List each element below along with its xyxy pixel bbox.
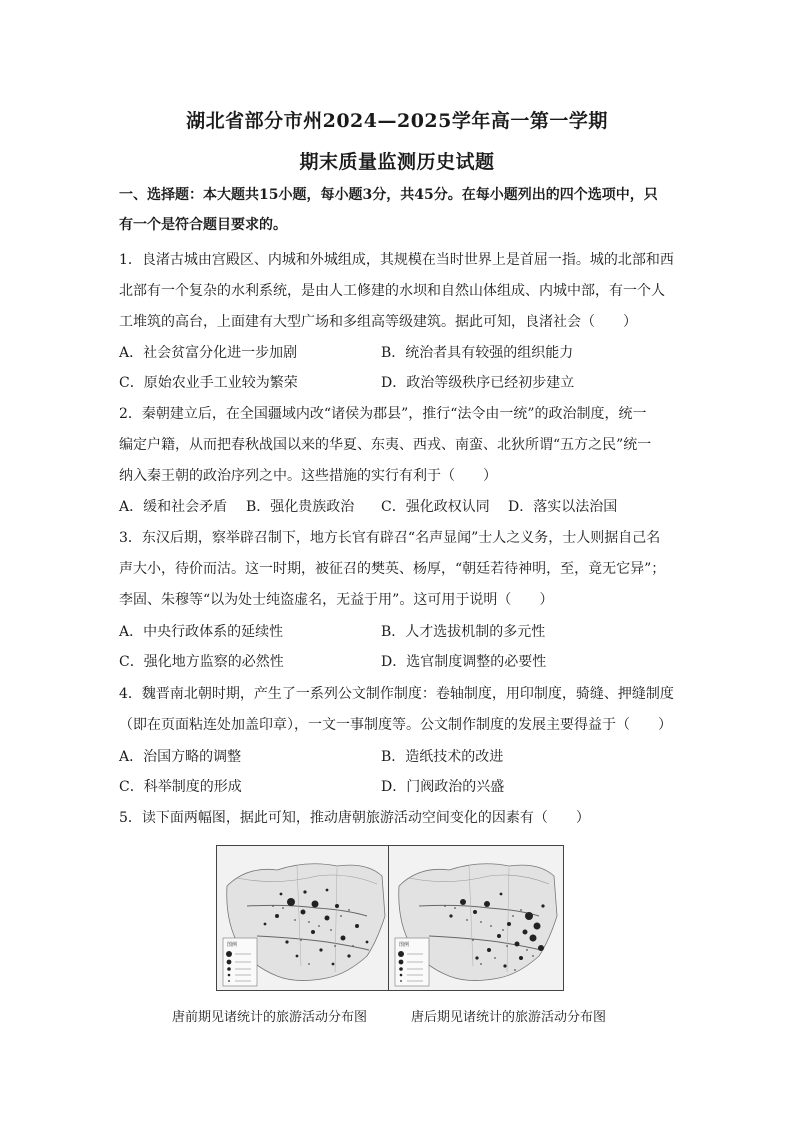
question-4-option-a[interactable]: A．治国方略的调整 — [119, 749, 242, 765]
question-3-option-d[interactable]: D．选官制度调整的必要性 — [381, 654, 547, 670]
question-4-line2: （即在页面粘连处加盖印章），一文一事制度等。公文制作制度的发展主要得益于（ ） — [119, 717, 672, 733]
question-3-option-b[interactable]: B．人才选拔机制的多元性 — [381, 624, 546, 640]
question-2-option-d[interactable]: D．落实以法治国 — [508, 499, 618, 515]
question-1-option-b[interactable]: B．统治者具有较强的组织能力 — [381, 345, 574, 361]
section-heading-line2: 有一个是符合题目要求的。 — [119, 217, 287, 233]
exam-title-line2: 期末质量监测历史试题 — [299, 151, 495, 173]
tang-late-map-caption: 唐后期见诸统计的旅游活动分布图 — [411, 1010, 607, 1025]
question-3-line1: 3．东汉后期，察举辟召制下，地方长官有辟召“名声显闻”士人之义务，士人则据自己名 — [119, 530, 661, 546]
question-2-option-a[interactable]: A．缓和社会矛盾 — [119, 499, 228, 515]
question-2-option-c[interactable]: C．强化政权认同 — [381, 499, 490, 515]
question-3-option-c[interactable]: C．强化地方监察的必然性 — [119, 654, 284, 670]
question-1-line3: 工堆筑的高台，上面建有大型广场和多组高等级建筑。据此可知，良渚社会（ ） — [119, 314, 637, 330]
question-4-option-d[interactable]: D．门阀政治的兴盛 — [381, 779, 505, 795]
tang-early-map-drawing — [217, 846, 391, 990]
tang-late-legend-title: 图例 — [399, 942, 410, 948]
section-heading-line1: 一、选择题：本大题共15小题，每小题3分，共45分。在每小题列出的四个选项中，只 — [119, 187, 658, 203]
tang-late-travel-map — [388, 845, 564, 991]
tang-late-map-drawing — [389, 846, 563, 990]
question-2-line2: 编定户籍，从而把春秋战国以来的华夏、东夷、西戎、南蛮、北狄所谓“五方之民”统一 — [119, 437, 652, 453]
tang-early-travel-map — [216, 845, 392, 991]
question-4-option-c[interactable]: C．科举制度的形成 — [119, 779, 242, 795]
question-2-line1: 2．秦朝建立后，在全国疆域内改“诸侯为郡县”，推行“法令由一统”的政治制度，统一 — [119, 406, 647, 422]
exam-title-line1: 湖北省部分市州2024—2025学年高一第一学期 — [186, 110, 608, 132]
tang-early-map-caption: 唐前期见诸统计的旅游活动分布图 — [172, 1010, 368, 1025]
question-1-line2: 北部有一个复杂的水利系统，是由人工修建的水坝和自然山体组成、内城中部，有一个人 — [119, 283, 665, 299]
question-2-option-b[interactable]: B．强化贵族政治 — [246, 499, 355, 515]
question-1-option-d[interactable]: D．政治等级秩序已经初步建立 — [381, 375, 575, 391]
question-3-option-a[interactable]: A．中央行政体系的延续性 — [119, 624, 284, 640]
tang-early-legend-title: 图例 — [227, 942, 238, 948]
question-1-option-c[interactable]: C．原始农业手工业较为繁荣 — [119, 375, 298, 391]
question-2-line3: 纳入秦王朝的政治序列之中。这些措施的实行有利于（ ） — [119, 468, 497, 484]
question-1-line1: 1．良渚古城由宫殿区、内城和外城组成，其规模在当时世界上是首屈一指。城的北部和西 — [119, 252, 674, 268]
question-3-line2: 声大小，待价而沽。这一时期，被征召的樊英、杨厚，“朝廷若待神明，至，竟无它异”； — [119, 561, 666, 577]
question-4-line1: 4．魏晋南北朝时期，产生了一系列公文制作制度：卷轴制度，用印制度，骑缝、押缝制度 — [119, 686, 674, 702]
question-3-line3: 李固、朱穆等“以为处士纯盗虚名，无益于用”。这可用于说明（ ） — [119, 592, 554, 608]
question-4-option-b[interactable]: B．造纸技术的改进 — [381, 749, 504, 765]
question-1-option-a[interactable]: A．社会贫富分化进一步加剧 — [119, 345, 298, 361]
question-5-line1: 5．读下面两幅图，据此可知，推动唐朝旅游活动空间变化的因素有（ ） — [119, 810, 590, 826]
